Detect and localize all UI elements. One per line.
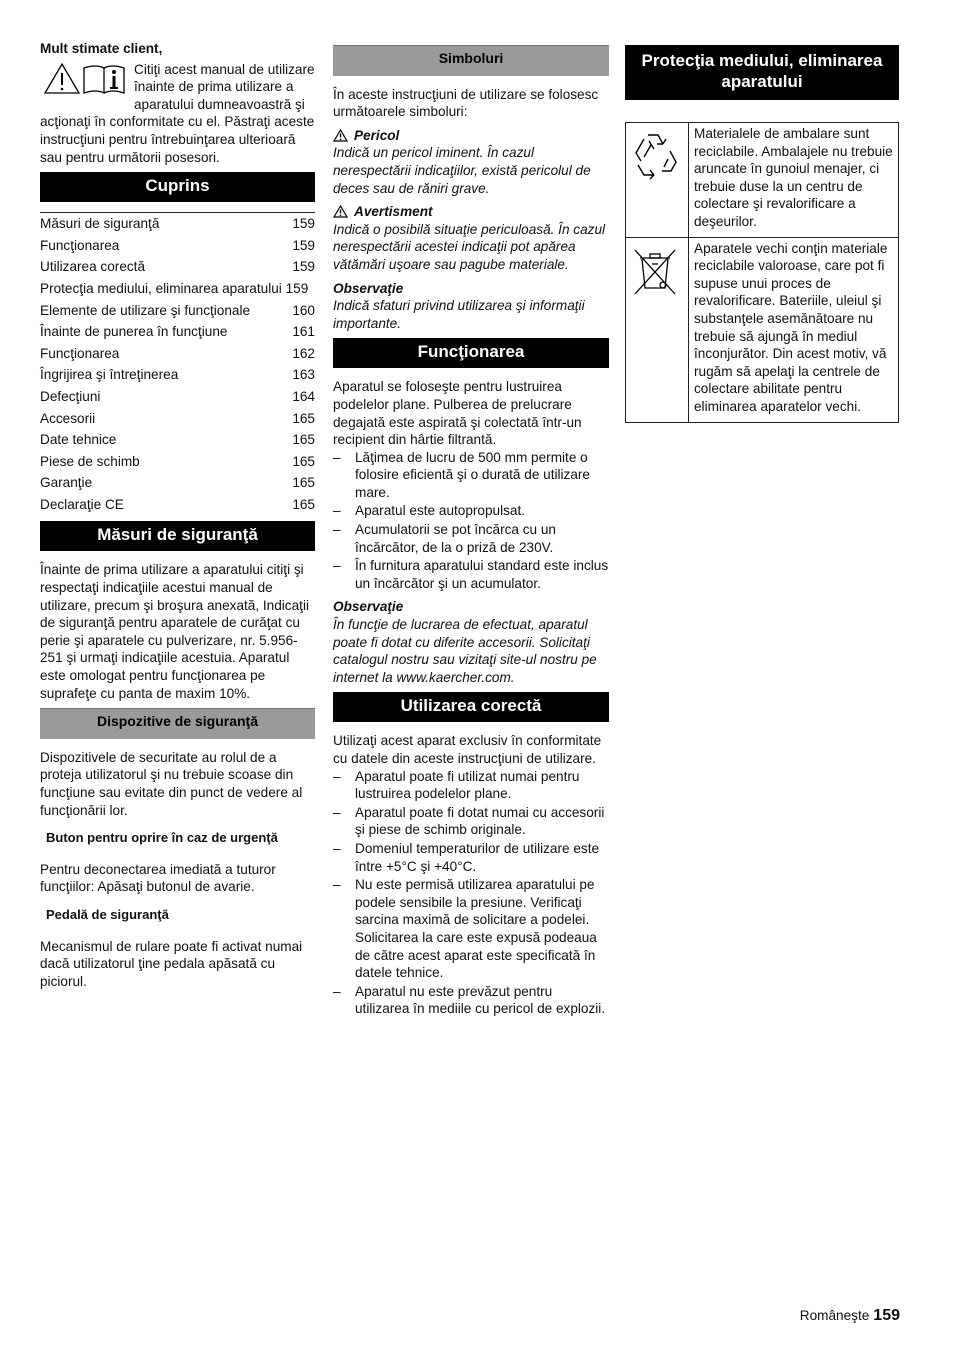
intro-icons	[42, 62, 128, 96]
emergency-button-text: Pentru deconectarea imediată a tuturor funcţiilor: Apăsaţi butonul de avarie.	[40, 861, 276, 895]
toc-item[interactable]: Protecţia mediului, eliminarea aparatului 159	[40, 280, 309, 296]
note-text: Indică sfaturi privind utilizarea şi informaţii importante.	[333, 298, 585, 331]
proper-use-bullets	[333, 768, 609, 1018]
environment-table	[625, 122, 899, 423]
function-note-text: În funcţie de lucrarea de efectuat, aparatul poate fi dotat cu diferite accesorii. Solicitaţi catalogul nostru sau vizitaţi site-ul nostru pe internet la www.kaercher.com.	[333, 617, 597, 685]
safety-devices-heading: Dispozitive de siguranţă	[40, 708, 315, 739]
list-item: – Domeniul temperaturilor de utilizare este între +5°C şi +40°C.	[333, 840, 609, 875]
toc-item[interactable]: Accesorii 165	[40, 410, 315, 426]
list-item: – Aparatul poate fi utilizat numai pentru lustruirea podelelor plane.	[333, 768, 609, 803]
symbols-intro: În aceste instrucţiuni de utilizare se folosesc următoarele simboluri:	[333, 86, 599, 120]
toc-item[interactable]: Măsuri de siguranţă 159	[40, 216, 315, 232]
list-item: – Lăţimea de lucru de 500 mm permite o folosire eficientă şi o durată de utilizare mare.	[333, 449, 609, 502]
recycling-icon	[630, 129, 680, 183]
toc-heading: Cuprins	[40, 172, 315, 202]
toc-item[interactable]: Utilizarea corectă 159	[40, 259, 315, 275]
crossed-bin-icon	[630, 244, 680, 298]
function-heading: Funcţionarea	[333, 338, 609, 368]
environment-old-appliances-text: Aparatele vechi conţin materiale reciclabile valoroase, care pot fi supuse unui proces de revalorificare. Bateriile, uleiul şi substanţele asemănătoare nu trebuie să ajungă în mediul înconjurător. Din acest motiv, vă rugăm să apelaţi la centrele de colectare abilitate pentru eliminarea aparatelor vechi.	[689, 237, 899, 422]
list-item: – Aparatul este autopropulsat.	[333, 502, 609, 520]
page-footer	[800, 1307, 900, 1325]
warning-triangle-icon	[333, 129, 348, 142]
toc-item[interactable]: Declaraţie CE 165	[40, 496, 315, 512]
warning-triangle-icon	[333, 205, 348, 218]
function-bullets	[333, 449, 609, 593]
footer-language: Româneşte	[799, 1308, 870, 1323]
toc-item[interactable]: Funcţionarea 159	[40, 237, 315, 253]
toc-item[interactable]: Funcţionarea 162	[40, 345, 315, 361]
warning-text: Indică o posibilă situaţie periculoasă. În cazul nerespectării acestei indicaţii pot apărea vătămări uşoare sau pagube materiale.	[333, 221, 606, 272]
environment-packaging-text: Materialele de ambalare sunt reciclabile. Ambalajele nu trebuie aruncate în gunoiul menajer, ci trebuie duse la un centru de colectare şi revalorificare a deşeurilor.	[689, 123, 899, 238]
intro-paragraph	[40, 61, 315, 167]
table-row	[626, 123, 899, 238]
list-item: – Acumulatorii se pot încărca cu un încărcător, de la o priză de 230V.	[333, 521, 609, 556]
proper-use-heading: Utilizarea corectă	[333, 692, 609, 722]
table-of-contents	[40, 212, 315, 515]
toc-item[interactable]: Defecţiuni 164	[40, 388, 315, 404]
safety-pedal-text: Mecanismul de rulare poate fi activat numai dacă utilizatorul ţine pedala apăsată cu piciorul.	[40, 938, 303, 989]
danger-label: Pericol	[333, 127, 609, 145]
list-item: – Aparatul poate fi dotat numai cu accesorii şi piese de schimb originale.	[333, 804, 609, 839]
proper-use-text: Utilizaţi acest aparat exclusiv în conformitate cu datele din aceste instrucţiuni de utilizare.	[333, 733, 602, 766]
danger-text: Indică un pericol iminent. În cazul nerespectării indicaţiilor, există pericolul de deces sau de răniri grave.	[333, 145, 591, 196]
list-item: – Nu este permisă utilizarea aparatului pe podele sensibile la presiune. Verificaţi sarcina maximă de solicitare a podelei. Solicitarea la care este expusă podeaua de către acest aparat este specificată în datele tehnice.	[333, 876, 609, 982]
safety-devices-text: Dispozitivele de securitate au rolul de a proteja utilizatorul şi nu trebuie scoase din funcţiune sau evitate din punct de vedere al funcţionării lor.	[40, 749, 303, 818]
column-left	[40, 40, 315, 996]
function-note-label: Observaţie	[333, 599, 404, 615]
warning-manual-icon	[42, 62, 128, 96]
toc-item[interactable]: Îngrijirea şi întreţinerea 163	[40, 367, 315, 383]
column-middle	[333, 40, 609, 1024]
warning-label: Avertisment	[333, 203, 609, 221]
toc-item[interactable]: Date tehnice 165	[40, 432, 315, 448]
table-row	[626, 237, 899, 422]
toc-item[interactable]: Elemente de utilizare şi funcţionale 160	[40, 302, 315, 318]
note-label: Observaţie	[333, 280, 404, 296]
page-number: 159	[873, 1307, 900, 1324]
greeting: Mult stimate client,	[40, 41, 163, 56]
toc-item[interactable]: Înainte de punerea în funcţiune 161	[40, 324, 315, 340]
toc-item[interactable]: Garanţie 165	[40, 475, 315, 491]
emergency-button-heading: Buton pentru oprire în caz de urgenţă	[46, 830, 278, 846]
column-right	[625, 40, 899, 423]
safety-text: Înainte de prima utilizare a aparatului citiţi şi respectaţi indicaţiile acestui manual de utilizare, precum şi broşura anexată, Indicaţii de siguranţă pentru aparatele de curăţat cu perie şi aparatele cu pulverizare, nr. 5.956-251 şi urmaţi indicaţiile acestuia. Aparatul este omologat pentru funcţionarea pe suprafeţe cu panta de maxim 10%.	[40, 562, 309, 701]
environment-heading: Protecţia mediului, eliminarea aparatului	[625, 45, 899, 100]
list-item: – În furnitura aparatului standard este inclus un încărcător şi un acumulator.	[333, 557, 609, 592]
safety-pedal-heading: Pedală de siguranţă	[46, 906, 169, 922]
list-item: – Aparatul nu este prevăzut pentru utilizarea în mediile cu pericol de explozii.	[333, 983, 609, 1018]
symbols-heading: Simboluri	[333, 45, 609, 76]
safety-heading: Măsuri de siguranţă	[40, 521, 315, 551]
intro-text: Citiţi acest manual de utilizare înainte de prima utilizare a aparatului dumneavoastră şi acţionaţi în conformitate cu el. Păstraţi aceste instrucţiuni pentru întrebuinţarea ulterioară sau pentru următorii posesori.	[40, 61, 315, 165]
function-text: Aparatul se foloseşte pentru lustruirea podelelor plane. Pulberea de prelucrare degajată este aspirată şi colectată într-un recipient din hârtie filtrantă.	[333, 379, 582, 448]
toc-item[interactable]: Piese de schimb 165	[40, 453, 315, 469]
